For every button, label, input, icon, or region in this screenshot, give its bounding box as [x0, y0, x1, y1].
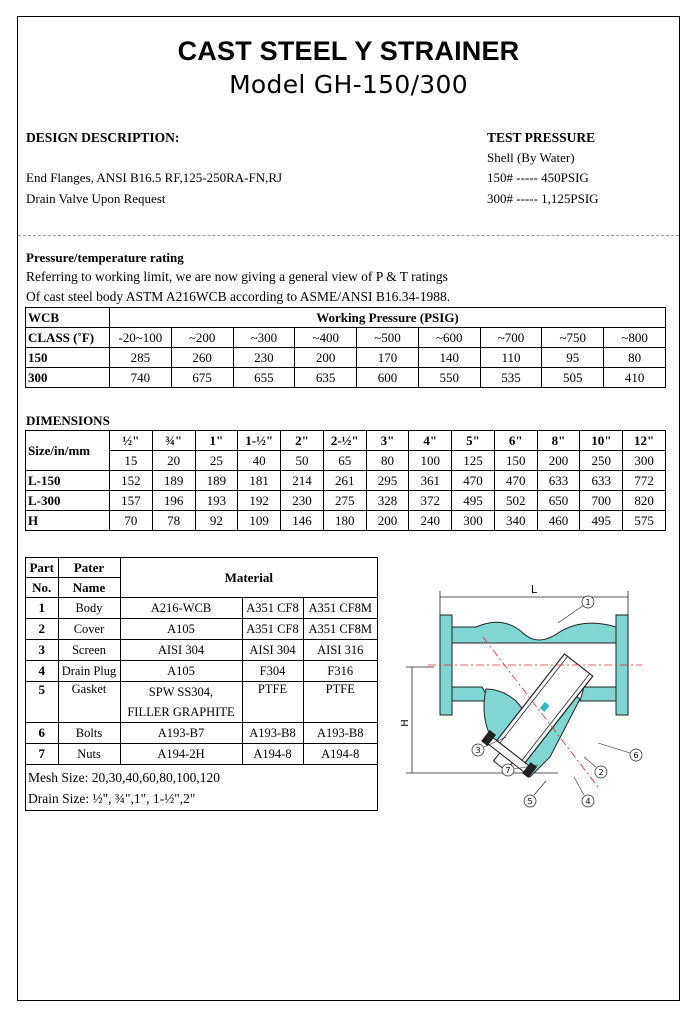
rating-heading: Pressure/temperature rating [26, 250, 184, 265]
inch-cell: 8" [537, 431, 580, 451]
inch-cell: ¾" [152, 431, 195, 451]
datasheet-page [17, 16, 680, 1001]
material-1-line-2: FILLER GRAPHITE [120, 702, 242, 723]
temp-cell: ~800 [604, 328, 666, 348]
dimensions-heading: DIMENSIONS [26, 413, 110, 428]
value-cell: 140 [418, 348, 480, 368]
temp-cell: ~200 [171, 328, 233, 348]
rating-text-2: Of cast steel body ASTM A216WCB according to ASME/ANSI B16.34-1988. [26, 289, 451, 304]
value-cell: 772 [623, 471, 666, 491]
part-no: 6 [26, 723, 58, 744]
value-cell: 230 [233, 348, 295, 368]
design-line-1: End Flanges, ANSI B16.5 RF,125-250RA-FN,RJ [26, 170, 283, 185]
dimensions-table [25, 430, 666, 531]
row-label: L-300 [26, 491, 110, 511]
mm-row [26, 451, 666, 471]
temp-cell: ~700 [480, 328, 542, 348]
value-cell: 675 [171, 368, 233, 388]
mm-cell: 15 [110, 451, 153, 471]
value-cell: 275 [323, 491, 366, 511]
table-row [26, 723, 377, 744]
material-1: A216-WCB [120, 598, 242, 619]
temp-cell: ~400 [295, 328, 357, 348]
temps-row [26, 328, 666, 348]
rating-text-1: Referring to working limit, we are now giving a general view of P & T ratings [26, 269, 448, 284]
material-3: A193-B8 [303, 723, 377, 744]
part-name: Gasket [58, 682, 120, 723]
material-2: A351 CF8 [242, 619, 303, 640]
working-pressure-header: Working Pressure (PSIG) [110, 308, 666, 328]
inch-cell: 5" [452, 431, 495, 451]
material-1: A194-2H [120, 744, 242, 765]
name-header-1: Pater [58, 558, 120, 578]
part-name: Bolts [58, 723, 120, 744]
inch-cell: 12" [623, 431, 666, 451]
mesh-size: Mesh Size: 20,30,40,60,80,100,120 [28, 770, 220, 785]
value-cell: 575 [623, 511, 666, 531]
model-subtitle: Model GH-150/300 [229, 70, 468, 99]
table-row [26, 682, 377, 703]
inch-cell: 2" [281, 431, 324, 451]
value-cell: 495 [580, 511, 623, 531]
value-cell: 285 [110, 348, 172, 368]
value-cell: 700 [580, 491, 623, 511]
mm-cell: 200 [537, 451, 580, 471]
part-no: 4 [26, 661, 58, 682]
table-row [26, 619, 377, 640]
mm-cell: 50 [281, 451, 324, 471]
mm-cell: 125 [452, 451, 495, 471]
value-cell: 470 [452, 471, 495, 491]
body-bottom-right [580, 687, 616, 701]
material-2: A351 CF8 [242, 598, 303, 619]
mm-cell: 80 [366, 451, 409, 471]
row-label: 300 [26, 368, 110, 388]
material-1: A193-B7 [120, 723, 242, 744]
size-label: Size/in/mm [26, 431, 110, 471]
design-heading: DESIGN DESCRIPTION: [26, 130, 180, 145]
drain-size: Drain Size: ½", ¾",1", 1-½",2" [28, 791, 196, 806]
value-cell: 361 [409, 471, 452, 491]
value-cell: 80 [604, 348, 666, 368]
value-cell: 109 [238, 511, 281, 531]
value-cell: 261 [323, 471, 366, 491]
materials-table [26, 558, 377, 765]
table-row [26, 661, 377, 682]
test-line-2: 150# ----- 450PSIG [487, 170, 589, 185]
temp-cell: ~750 [542, 328, 604, 348]
part-no: 2 [26, 619, 58, 640]
material-2: A194-8 [242, 744, 303, 765]
page-title: CAST STEEL Y STRAINER [177, 36, 520, 66]
inch-cell: 10" [580, 431, 623, 451]
rating-corner: WCB [26, 308, 110, 328]
part-no: 7 [26, 744, 58, 765]
test-line-1: Shell (By Water) [487, 150, 575, 165]
design-line-2: Drain Valve Upon Request [26, 191, 166, 206]
temp-cell: ~300 [233, 328, 295, 348]
temp-cell: ~600 [418, 328, 480, 348]
callout-1-label: 1 [585, 598, 591, 607]
value-cell: 92 [195, 511, 238, 531]
value-cell: 655 [233, 368, 295, 388]
value-cell: 600 [357, 368, 419, 388]
part-name: Body [58, 598, 120, 619]
material-3: A351 CF8M [303, 619, 377, 640]
callout-2-label: 2 [598, 768, 604, 777]
table-row [26, 368, 666, 388]
mm-cell: 300 [623, 451, 666, 471]
inch-cell: 1" [195, 431, 238, 451]
material-2: A193-B8 [242, 723, 303, 744]
table-row [26, 491, 666, 511]
table-row [26, 598, 377, 619]
row-label: H [26, 511, 110, 531]
value-cell: 110 [480, 348, 542, 368]
value-cell: 495 [452, 491, 495, 511]
value-cell: 633 [580, 471, 623, 491]
value-cell: 295 [366, 471, 409, 491]
value-cell: 535 [480, 368, 542, 388]
material-1: A105 [120, 661, 242, 682]
callout-5-label: 5 [527, 797, 533, 806]
part-name: Cover [58, 619, 120, 640]
value-cell: 78 [152, 511, 195, 531]
value-cell: 152 [110, 471, 153, 491]
mm-cell: 100 [409, 451, 452, 471]
table-row [26, 744, 377, 765]
row-label: L-150 [26, 471, 110, 491]
value-cell: 180 [323, 511, 366, 531]
value-cell: 192 [238, 491, 281, 511]
inch-cell: 3" [366, 431, 409, 451]
dimension-l-label: L [530, 583, 538, 596]
inch-cell: 1-½" [238, 431, 281, 451]
leader-line [574, 777, 584, 795]
mm-cell: 20 [152, 451, 195, 471]
inch-cell: 6" [494, 431, 537, 451]
material-1: SPW SS304, [120, 682, 242, 703]
inch-cell: ½" [110, 431, 153, 451]
material-3: AISI 316 [303, 640, 377, 661]
value-cell: 70 [110, 511, 153, 531]
value-cell: 650 [537, 491, 580, 511]
callout-4-label: 4 [585, 797, 591, 806]
temp-cell: ~500 [357, 328, 419, 348]
material-3: PTFE [303, 682, 377, 723]
value-cell: 200 [295, 348, 357, 368]
pressure-rating-table [25, 307, 666, 388]
value-cell: 95 [542, 348, 604, 368]
value-cell: 505 [542, 368, 604, 388]
test-heading: TEST PRESSURE [487, 130, 596, 145]
material-3: A194-8 [303, 744, 377, 765]
value-cell: 170 [357, 348, 419, 368]
value-cell: 200 [366, 511, 409, 531]
mm-cell: 25 [195, 451, 238, 471]
mm-cell: 250 [580, 451, 623, 471]
part-no: 3 [26, 640, 58, 661]
leader-line [598, 743, 630, 753]
value-cell: 502 [494, 491, 537, 511]
part-no-header-2: No. [26, 578, 58, 598]
part-name: Drain Plug [58, 661, 120, 682]
material-header: Material [120, 558, 377, 598]
value-cell: 460 [537, 511, 580, 531]
leader-line [534, 781, 546, 795]
class-label: CLASS (˚F) [26, 328, 110, 348]
value-cell: 189 [195, 471, 238, 491]
callout-3-label: 3 [475, 746, 481, 755]
leader-line [584, 757, 596, 767]
callout-6-label: 6 [633, 751, 639, 760]
table-row [26, 348, 666, 368]
material-2: F304 [242, 661, 303, 682]
value-cell: 372 [409, 491, 452, 511]
value-cell: 300 [452, 511, 495, 531]
table-row [26, 471, 666, 491]
value-cell: 214 [281, 471, 324, 491]
value-cell: 189 [152, 471, 195, 491]
part-no-header-1: Part [26, 558, 58, 578]
value-cell: 340 [494, 511, 537, 531]
value-cell: 157 [110, 491, 153, 511]
material-2: PTFE [242, 682, 303, 723]
inch-cell: 2-½" [323, 431, 366, 451]
value-cell: 410 [604, 368, 666, 388]
name-header-2: Name [58, 578, 120, 598]
part-name: Nuts [58, 744, 120, 765]
part-no: 5 [26, 682, 58, 723]
mm-cell: 40 [238, 451, 281, 471]
material-3: F316 [303, 661, 377, 682]
value-cell: 193 [195, 491, 238, 511]
value-cell: 196 [152, 491, 195, 511]
materials-box [25, 557, 378, 811]
mm-cell: 65 [323, 451, 366, 471]
table-row [26, 511, 666, 531]
material-3: A351 CF8M [303, 598, 377, 619]
inch-cell: 4" [409, 431, 452, 451]
value-cell: 633 [537, 471, 580, 491]
value-cell: 230 [281, 491, 324, 511]
value-cell: 240 [409, 511, 452, 531]
value-cell: 820 [623, 491, 666, 511]
dimension-h-label: H [400, 719, 411, 727]
value-cell: 470 [494, 471, 537, 491]
strainer-drawing [398, 577, 658, 817]
value-cell: 260 [171, 348, 233, 368]
value-cell: 328 [366, 491, 409, 511]
mm-cell: 150 [494, 451, 537, 471]
callout-7-label: 7 [505, 766, 511, 775]
part-name: Screen [58, 640, 120, 661]
value-cell: 740 [110, 368, 172, 388]
value-cell: 550 [418, 368, 480, 388]
part-no: 1 [26, 598, 58, 619]
table-row [26, 640, 377, 661]
test-line-3: 300# ----- 1,125PSIG [487, 191, 599, 206]
leader-line [558, 605, 584, 623]
material-2: AISI 304 [242, 640, 303, 661]
inches-row [26, 431, 666, 451]
value-cell: 146 [281, 511, 324, 531]
value-cell: 181 [238, 471, 281, 491]
value-cell: 635 [295, 368, 357, 388]
material-1: AISI 304 [120, 640, 242, 661]
body-top-wall [452, 622, 616, 643]
material-1: A105 [120, 619, 242, 640]
row-label: 150 [26, 348, 110, 368]
section-divider [18, 235, 679, 236]
temp-cell: -20~100 [110, 328, 172, 348]
